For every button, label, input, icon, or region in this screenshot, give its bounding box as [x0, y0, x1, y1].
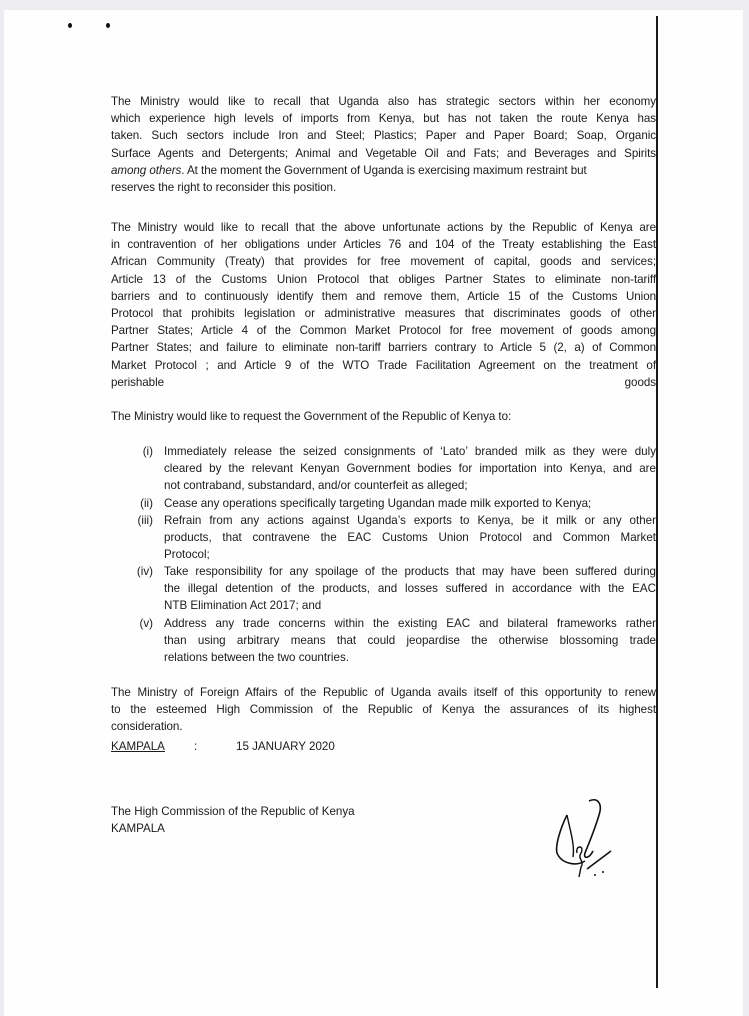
text-line: to the esteemed High Commission of the Republic of Kenya the assurances of its highest	[111, 703, 656, 717]
text-line: Partner States; Article 4 of the Common Market Protocol for free movement of goods among	[111, 324, 656, 338]
item-number: (ii)	[140, 497, 153, 510]
text-line: Surface Agents and Detergents; Animal and Vegetable Oil and Fats; and Beverages and Spirits	[111, 146, 656, 160]
text-line: which experience high levels of imports from Kenya, but has not taken the route Kenya has	[111, 112, 656, 126]
paragraph-closing	[111, 684, 656, 736]
place-label: KAMPALA	[111, 740, 165, 753]
text-fragment: . At the moment the Government of Uganda is exercising maximum restraint but	[181, 163, 587, 177]
text-line: reserves the right to reconsider this position.	[111, 180, 337, 194]
text-line: Protocol that prohibits legislation or administrative measures that discriminates goods of other	[111, 306, 656, 320]
text-line: taken. Such sectors include Iron and Steel; Plastics; Paper and Paper Board; Soap, Organic	[111, 129, 656, 143]
request-item	[111, 563, 656, 615]
text-line: Protocol;	[164, 548, 210, 562]
text-line: Partner States; and failure to eliminate non-tariff barriers contrary to Article 5 (2, a) of Common	[111, 341, 656, 355]
request-item	[111, 443, 656, 495]
text-line: consideration.	[111, 720, 183, 734]
text-line	[111, 374, 656, 391]
italic-text: among others	[111, 163, 182, 177]
text-line: Immediately release the seized consignments of ‘Lato’ branded milk as they were duly	[164, 445, 656, 458]
text-fragment: goods	[624, 375, 656, 389]
addressee-block	[111, 803, 355, 837]
item-number: (v)	[139, 617, 153, 630]
place-date-line	[111, 740, 335, 753]
scan-speck	[68, 23, 72, 28]
text-line: Article 13 of the Customs Union Protocol that obliges Partner States to eliminate non-tariff	[111, 272, 656, 286]
text-line: Market Protocol ; and Article 9 of the WTO Trade Facilitation Agreement on the treatment of	[111, 358, 656, 372]
text-line: Refrain from any actions against Uganda’s exports to Kenya, be it milk or any other	[164, 514, 656, 527]
addressee-name: The High Commission of the Republic of Kenya	[111, 805, 355, 818]
text-line: African Community (Treaty) that provides for free movement of capital, goods and services;	[111, 255, 656, 269]
paragraph-treaty-obligations	[111, 219, 656, 391]
text-line	[111, 162, 656, 179]
text-line: not contraband, substandard, and/or counterfeit as alleged;	[164, 479, 468, 493]
text-line: The Ministry would like to recall that Uganda also has strategic sectors within her economy	[111, 95, 656, 108]
signature-icon	[545, 795, 625, 885]
text-line: The Ministry would like to request the Government of the Republic of Kenya to:	[111, 410, 512, 423]
text-line: products, that contravene the EAC Customs Union Protocol and Common Market	[164, 531, 656, 545]
item-number: (iv)	[136, 565, 153, 578]
document-date: 15 JANUARY 2020	[236, 740, 335, 753]
text-line: The Ministry would like to recall that the above unfortunate actions by the Republic of Kenya are	[111, 221, 656, 234]
scan-speck	[106, 23, 110, 28]
text-line: cleared by the relevant Kenyan Government bodies for importation into Kenya, and are	[164, 462, 656, 476]
text-fragment: perishable	[111, 375, 164, 389]
separator: :	[194, 740, 198, 753]
text-line: in contravention of her obligations under Articles 76 and 104 of the Treaty establishing the East	[111, 238, 656, 252]
text-line: NTB Elimination Act 2017; and	[164, 599, 322, 613]
addressee-city: KAMPALA	[111, 822, 165, 836]
request-item	[111, 615, 656, 667]
text-line: than using arbitrary means that could jeopardise the otherwise blossoming trade	[164, 634, 656, 648]
text-line: the illegal detention of the products, and losses suffered in accordance with the EAC	[164, 582, 656, 596]
text-line: Address any trade concerns within the existing EAC and bilateral frameworks rather	[164, 617, 656, 630]
item-number: (iii)	[137, 514, 153, 527]
text-line: The Ministry of Foreign Affairs of the Republic of Uganda avails itself of this opportunity to renew	[111, 686, 656, 699]
paragraph-strategic-sectors	[111, 93, 656, 196]
text-line: relations between the two countries.	[164, 651, 349, 665]
request-intro	[111, 408, 656, 425]
text-line: barriers and to continuously identify them and remove them, Article 15 of the Customs Union	[111, 289, 656, 303]
page-edge-line	[656, 16, 658, 988]
item-number: (i)	[142, 445, 153, 458]
request-item	[111, 512, 656, 564]
text-line: Take responsibility for any spoilage of the products that may have been suffered during	[164, 565, 656, 578]
request-item	[111, 495, 656, 513]
text-line: Cease any operations specifically targeting Ugandan made milk exported to Kenya;	[164, 497, 592, 510]
